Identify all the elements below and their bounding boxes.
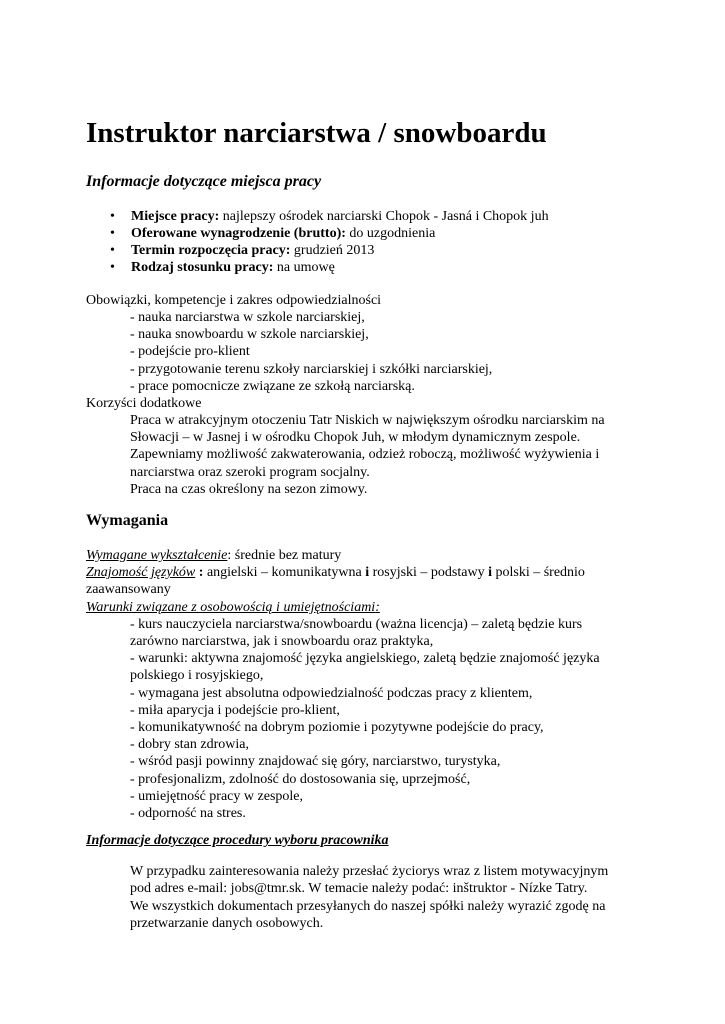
item-value: grudzień 2013 [290,243,375,258]
requirement-item: polskiego i rosyjskiego, [130,668,264,684]
language-conjunction: i [488,565,492,581]
duty-item: - podejście pro-klient [130,344,250,360]
list-item [110,242,549,259]
list-item [110,225,549,242]
languages-row [86,564,600,581]
benefits-line: Słowacji – w Jasnej i w ośrodku Chopok Juh, w młodym dynamicznym zespole. [130,430,581,446]
benefits-line: Praca w atrakcyjnym otoczeniu Tatr Niskich w największym ośrodku narciarskim na [130,413,605,428]
language-item: angielski – komunikatywna [206,565,366,581]
requirement-item: - warunki: aktywna znajomość języka angielskiego, zaletą będzie znajomość języka [130,651,600,667]
duty-item: - nauka snowboardu w szkole narciarskiej, [130,327,369,343]
languages-continuation: zaawansowany [86,582,171,598]
requirement-item: - komunikatywność na dobrym poziomie i pozytywne podejście do pracy, [130,720,544,736]
benefits-paragraph [130,412,605,498]
language-item: rosyjski – podstawy [369,565,489,581]
item-value: najlepszy ośrodek narciarski Chopok - Jasná i Chopok juh [219,209,549,224]
bullet-icon: • [110,209,115,224]
requirement-item: - umiejętność pracy w zespole, [130,788,303,804]
languages-label: Znajomość języków [86,565,196,581]
duties-heading: Obowiązki, kompetencje i zakres odpowiedzialności [86,293,382,308]
procedure-heading: Informacje dotyczące procedury wyboru pracownika [86,833,389,848]
procedure-paragraph [130,863,608,933]
requirement-item: zarówno narciarstwa, jak i snowboardu oraz praktyka, [130,634,434,650]
bullet-icon: • [110,243,115,258]
duty-item: - nauka narciarstwa w szkole narciarskiej, [130,310,365,325]
requirement-item: - wśród pasji powinny znajdować się góry, narciarstwo, turystyka, [130,754,501,770]
duty-item: - przygotowanie terenu szkoły narciarskiej i szkółki narciarskiej, [130,361,493,377]
benefits-line: Zapewniamy możliwość zakwaterowania, odzież roboczą, możliwość wyżywienia i [130,447,600,463]
requirement-item: - miła aparycja i podejście pro-klient, [130,702,340,718]
requirement-item: - profesjonalizm, zdolność do dostosowania się, uprzejmość, [130,771,471,787]
requirement-item: - dobry stan zdrowia, [130,737,249,753]
education-value: : średnie bez matury [227,548,342,563]
procedure-line: W przypadku zainteresowania należy przesłać życiorys wraz z listem motywacyjnym [130,864,609,879]
requirements-heading: Wymagania [86,512,169,529]
personal-row [86,599,600,616]
workplace-list [110,208,549,276]
requirement-item: - odporność na stres. [130,806,246,822]
list-item [110,208,549,225]
personal-label: Warunki związane z osobowością i umiejętnościami [86,599,376,615]
benefits-line: narciarstwa oraz szeroki program socjalny. [130,464,370,480]
item-value: do uzgodnienia [345,226,436,241]
benefits-heading: Korzyści dodatkowe [86,396,202,411]
personal-colon: : [375,599,380,615]
duties-list [130,309,492,395]
workplace-heading: Informacje dotyczące miejsca pracy [86,173,322,190]
procedure-line: pod adres e-mail: jobs@tmr.sk. W temacie należy podać: inštruktor - Nízke Tatry. [130,881,588,897]
item-label: Rodzaj stosunku pracy: [131,260,274,275]
bullet-icon: • [110,260,115,275]
requirements-section [86,547,600,822]
page-title: Instruktor narciarstwa / snowboardu [86,117,547,149]
procedure-line: przetwarzanie danych osobowych. [130,916,324,932]
language-conjunction: i [365,565,370,581]
language-item: polski – średnio [491,565,585,581]
languages-separator: : [195,565,207,581]
education-label: Wymagane wykształcenie [86,548,228,563]
education-row [86,547,600,564]
item-value: na umowę [273,260,335,275]
item-label: Termin rozpoczęcia pracy: [131,243,291,258]
bullet-icon: • [110,226,115,241]
procedure-line: We wszystkich dokumentach przesyłanych do naszej spółki należy wyrazić zgodę na [130,898,606,914]
requirement-item: - kurs nauczyciela narciarstwa/snowboardu (ważna licencja) – zaletą będzie kurs [130,616,583,632]
item-label: Oferowane wynagrodzenie (brutto): [131,226,346,241]
requirement-item: - wymagana jest absolutna odpowiedzialność podczas pracy z klientem, [130,685,533,701]
duty-item: - prace pomocnicze związane ze szkołą narciarską. [130,378,415,394]
item-label: Miejsce pracy: [131,209,220,224]
list-item [110,259,549,276]
benefits-line: Praca na czas określony na sezon zimowy. [130,481,368,497]
